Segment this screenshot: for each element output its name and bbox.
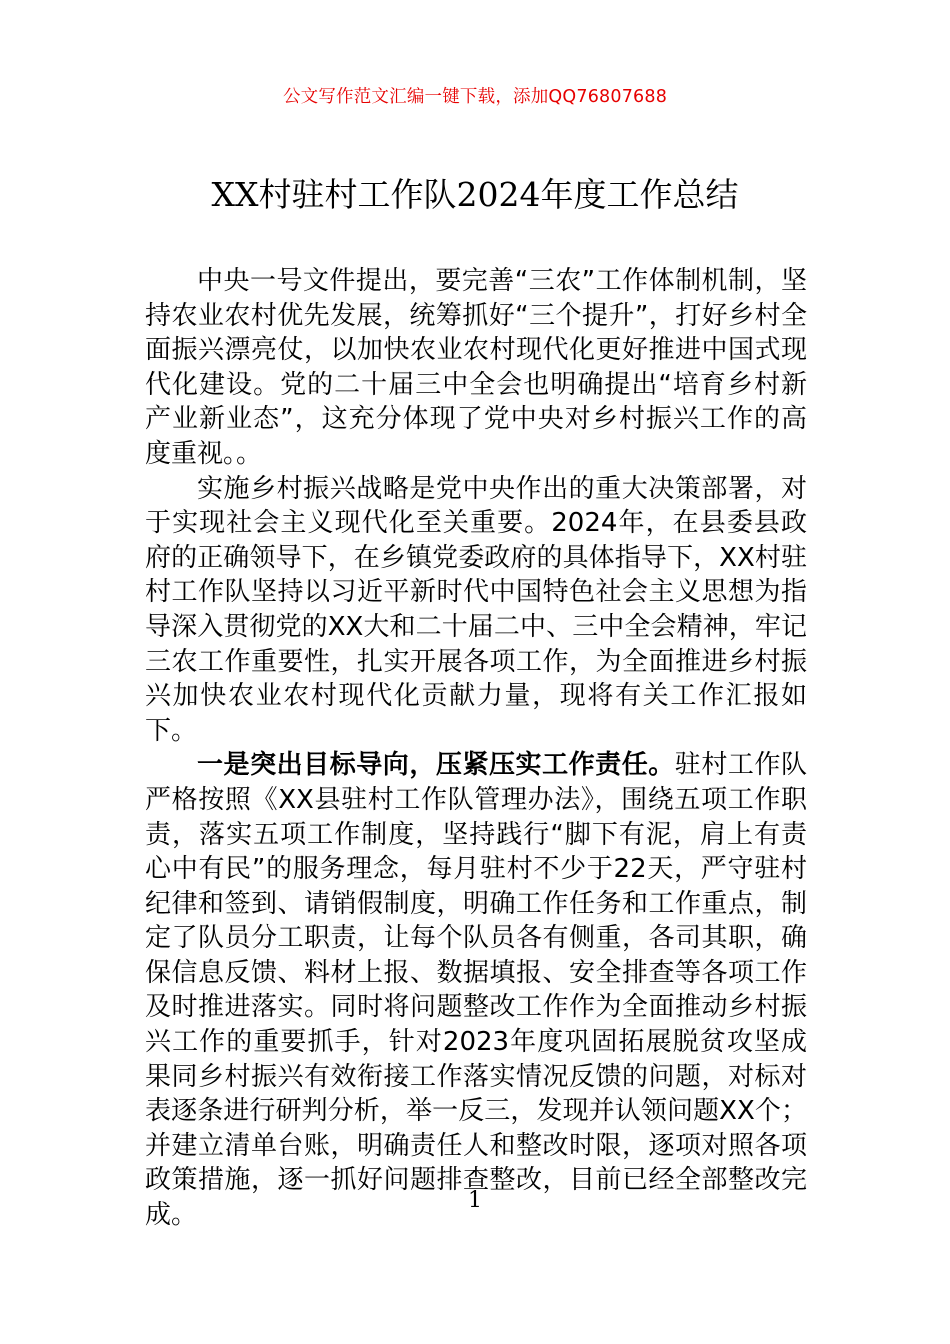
body-paragraph-2 (145, 472, 807, 749)
body-paragraph-3 (145, 748, 807, 1232)
body-paragraph-1 (145, 264, 807, 472)
paragraph-3-lead-heading: 一是突出目标导向，压紧压实工作责任。 (197, 750, 675, 781)
paragraph-1-text: 中央一号文件提出，要完善“三农”工作体制机制，坚持农业农村优先发展，统筹抓好“三个提升”，打好乡村全面振兴漂亮仗，以加快农业农村现代化更好推进中国式现代化建设。党的二十届三中全会也明确提出“培育乡村新产业新业态”，这充分体现了党中央对乡村振兴工作的高度重视。。 (145, 266, 807, 469)
page-number: 1 (468, 1188, 482, 1213)
paragraph-3-text: 驻村工作队严格按照《XX县驻村工作队管理办法》，围绕五项工作职责，落实五项工作制度，坚持践行“脚下有泥，肩上有责心中有民”的服务理念，每月驻村不少于22天，严守驻村纪律和签到、请销假制度，明确工作任务和工作重点，制定了队员分工职责，让每个队员各有侧重，各司其职，确保信息反馈、料材上报、数据填报、安全排查等各项工作及时推进落实。同时将问题整改工作作为全面推动乡村振兴工作的重要抓手，针对2023年度巩固拓展脱贫攻坚成果同乡村振兴有效衔接工作落实情况反馈的问题，对标对表逐条进行研判分析，举一反三，发现并认领问题XX个；并建立清单台账，明确责任人和整改时限，逐项对照各项政策措施，逐一抓好问题排查整改，目前已经全部整改完成。 (145, 750, 807, 1231)
document-body (145, 264, 807, 1233)
document-title: XX村驻村工作队2024年度工作总结 (211, 175, 739, 214)
paragraph-2-text: 实施乡村振兴战略是党中央作出的重大决策部署，对于实现社会主义现代化至关重要。2024年，在县委县政府的正确领导下，在乡镇党委政府的具体指导下，XX村驻村工作队坚持以习近平新时代中国特色社会主义思想为指导深入贯彻党的XX大和二十届二中、三中全会精神，牢记三农工作重要性，扎实开展各项工作，为全面推进乡村振兴加快农业农村现代化贡献力量，现将有关工作汇报如下。 (145, 473, 807, 746)
download-banner-link[interactable]: 公文写作范文汇编一键下载，添加QQ76807688 (282, 87, 668, 107)
